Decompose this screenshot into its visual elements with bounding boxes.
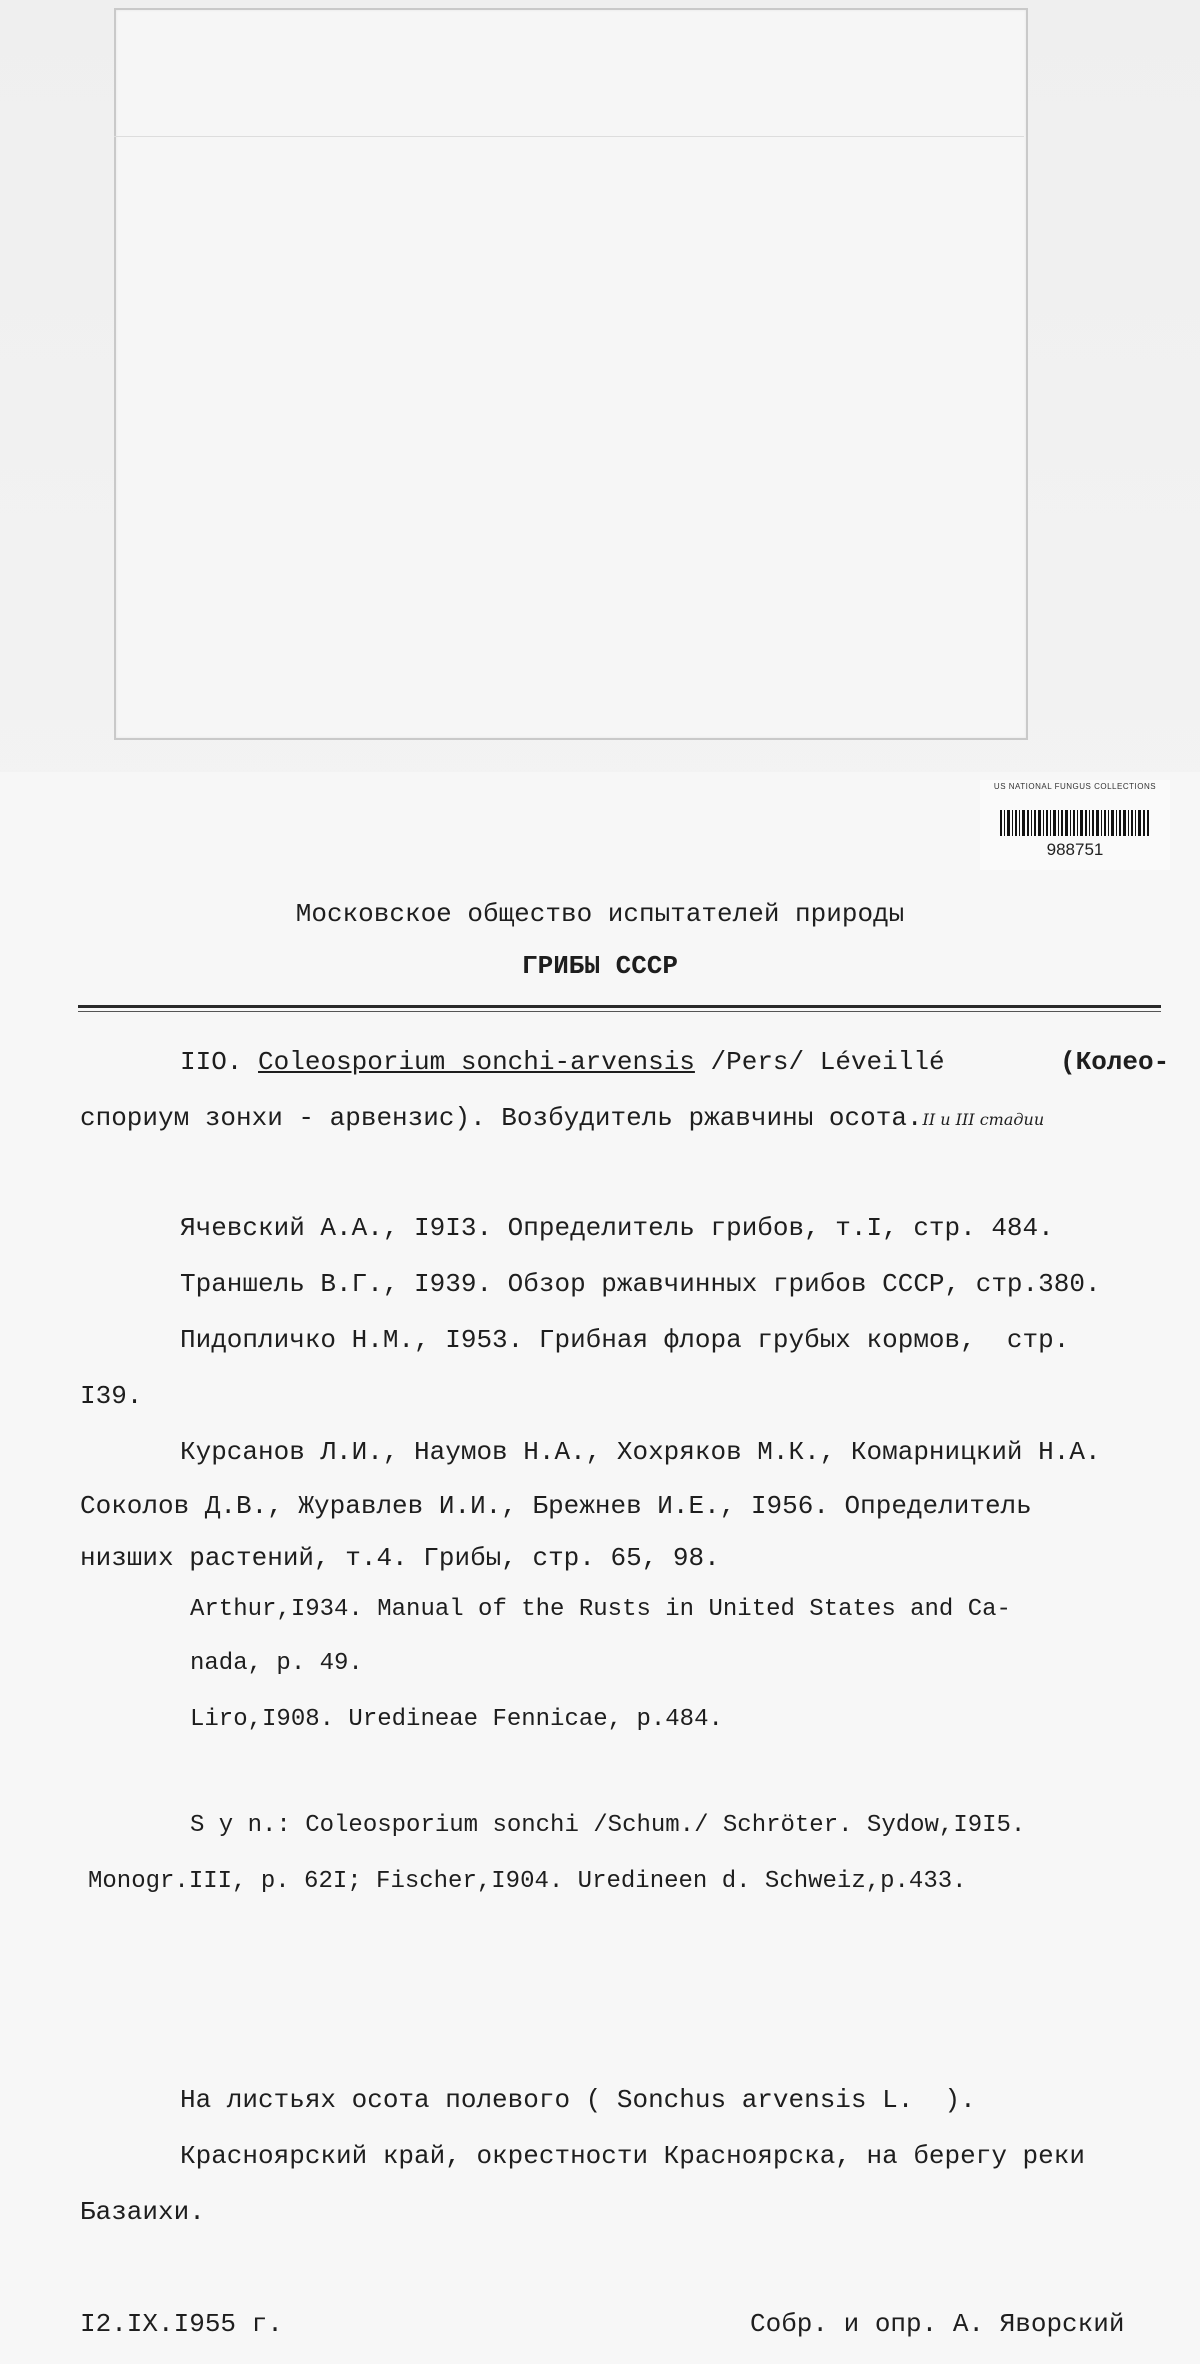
species-authority: /Pers/ Léveillé (710, 1047, 945, 1077)
entry-line-2-text: спориум зонхи - арвензис). Возбудитель ржавчины осота. (80, 1103, 923, 1133)
reference-3: Пидопличко Н.М., I953. Грибная флора грубых кормов, стр. (180, 1325, 1070, 1355)
habitat-locality: Красноярский край, окрестности Красноярска, на берегу реки (180, 2141, 1085, 2171)
barcode-label (980, 780, 1170, 870)
specimen-packet (114, 8, 1028, 740)
society-title: Московское общество испытателей природы (295, 899, 905, 929)
header-divider (78, 1005, 1161, 1008)
reference-4-cont2: низших растений, т.4. Грибы, стр. 65, 98. (80, 1543, 720, 1573)
reference-2: Траншель В.Г., I939. Обзор ржавчинных грибов СССР, стр.380. (180, 1269, 1101, 1299)
header-divider-thin (78, 1011, 1161, 1012)
collection-date: I2.IX.I955 г. (80, 2309, 283, 2339)
barcode-caption: US NATIONAL FUNGUS COLLECTIONS (993, 782, 1157, 791)
synonym-line-1: S y n.: Coleosporium sonchi /Schum./ Schröter. Sydow,I9I5. (190, 1812, 1026, 1839)
synonym-line-2: Monogr.III, p. 62I; Fischer,I904. Uredineen d. Schweiz,p.433. (88, 1868, 967, 1895)
habitat-host: На листьях осота полевого ( Sonchus arvensis L. ). (180, 2085, 976, 2115)
entry-line-2 (80, 1102, 1044, 1136)
packet-flap-fold (114, 136, 1024, 137)
series-title: ГРИБЫ СССР (521, 951, 679, 981)
barcode-number: 988751 (1046, 840, 1104, 859)
handwritten-note: II и III стадии (922, 1110, 1045, 1129)
barcode-icon (1000, 810, 1150, 836)
entry-line-1 (180, 1046, 945, 1078)
reference-5-cont: nada, p. 49. (190, 1650, 363, 1677)
russian-name-start: (Колео- (1060, 1047, 1170, 1077)
collector-signature: Собр. и опр. А. Яворский (750, 2309, 1125, 2339)
reference-5: Arthur,I934. Manual of the Rusts in United States and Ca- (190, 1596, 1011, 1623)
reference-4-cont: Соколов Д.В., Журавлев И.И., Брежнев И.Е., I956. Определитель (80, 1491, 1032, 1521)
reference-1: Ячевский А.А., I9I3. Определитель грибов, т.I, стр. 484. (180, 1213, 1054, 1243)
reference-4: Курсанов Л.И., Наумов Н.А., Хохряков М.К., Комарницкий Н.А. (180, 1437, 1101, 1467)
habitat-locality-cont: Базаихи. (80, 2197, 205, 2227)
species-name: Coleosporium sonchi-arvensis (258, 1047, 695, 1077)
reference-3-cont: I39. (80, 1381, 143, 1411)
entry-number: IIO. (180, 1047, 243, 1077)
reference-6: Liro,I908. Uredineae Fennicae, p.484. (190, 1706, 723, 1733)
